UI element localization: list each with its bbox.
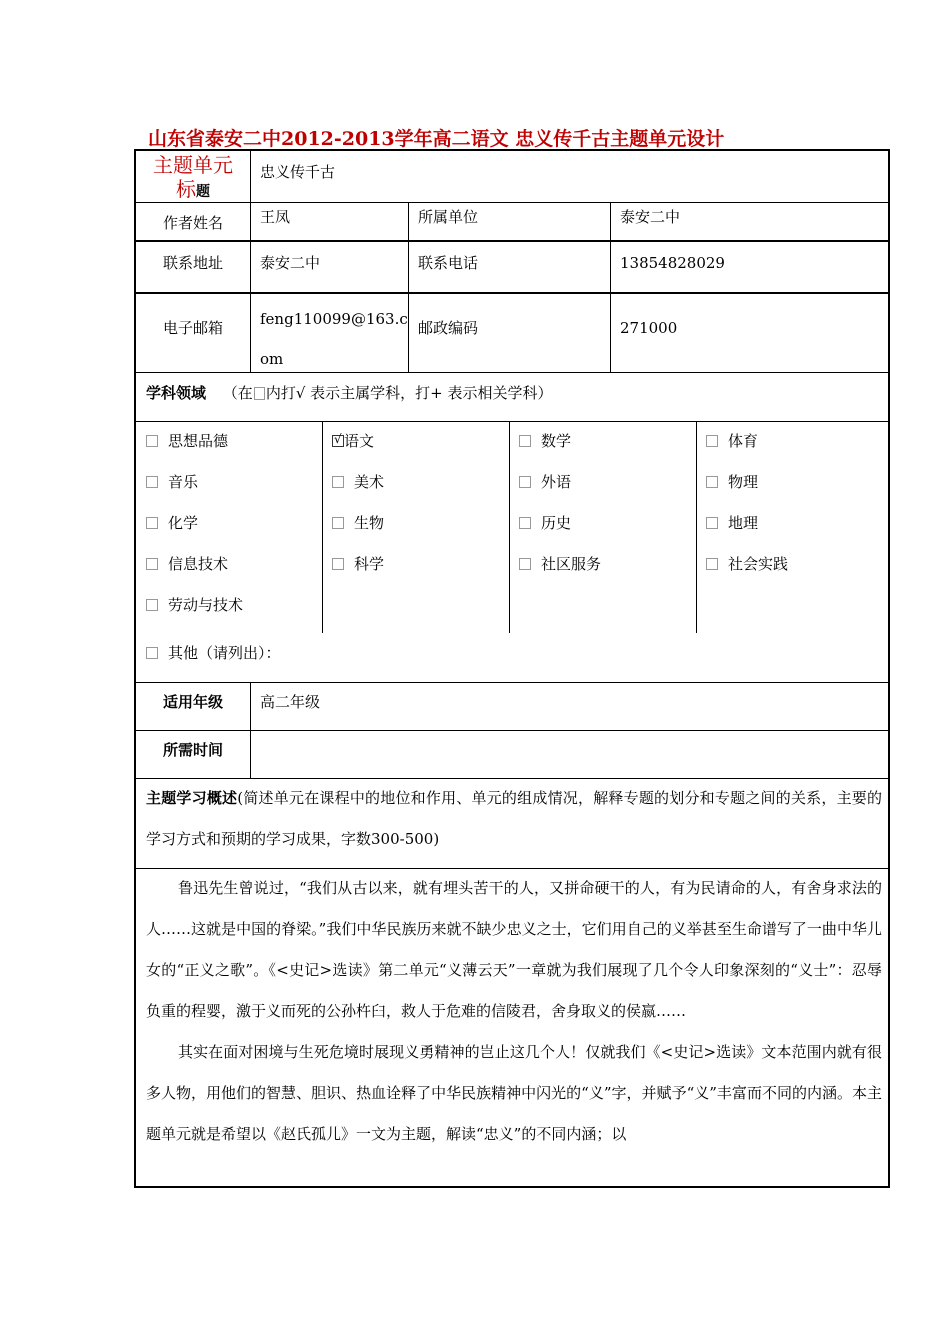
checkbox-icon[interactable] (706, 558, 718, 570)
subject-col-divider (696, 421, 697, 633)
checkbox-icon[interactable] (519, 476, 531, 488)
subject-item[interactable] (519, 512, 571, 533)
subject-label: 信息技术 (168, 555, 229, 573)
subject-label: 音乐 (168, 473, 199, 491)
overview-hint: (简述单元在课程中的地位和作用、单元的组成情况，解释专题的划分和专题之间的关系，主要的学习方式和预期的学习成果，字数300-500) (146, 789, 882, 848)
overview-heading (146, 778, 882, 860)
subject-item[interactable] (706, 471, 758, 492)
subject-item[interactable] (332, 471, 384, 492)
subject-item[interactable] (332, 553, 384, 574)
time-label: 所需时间 (162, 741, 223, 759)
subject-item[interactable] (519, 430, 571, 451)
subject-label: 化学 (168, 514, 199, 532)
unit-design-form (134, 149, 890, 1188)
phone-label: 联系电话 (418, 254, 479, 272)
col-divider (250, 682, 251, 778)
subject-label: 数学 (541, 432, 572, 450)
author-value[interactable]: 王凤 (260, 208, 291, 226)
email-value-line2: om (260, 350, 284, 368)
author-label: 作者姓名 (162, 214, 223, 232)
subject-label: 社会实践 (728, 555, 789, 573)
overview-body[interactable] (146, 868, 882, 1155)
subject-label: 地理 (728, 514, 759, 532)
checkbox-icon[interactable] (706, 476, 718, 488)
row-divider (136, 372, 890, 373)
subject-item[interactable] (519, 553, 601, 574)
unit-title-label-line2: 标 (176, 177, 196, 201)
subject-area-note-post: 内打√ 表示主属学科，打+ 表示相关学科） (265, 384, 553, 402)
subject-item[interactable] (332, 430, 374, 451)
checkbox-icon[interactable] (332, 517, 344, 529)
checkbox-icon[interactable] (706, 435, 718, 447)
other-subject-label: 其他（请列出）： (168, 644, 281, 662)
document-title: 山东省泰安二中2012-2013学年高二语文 忠义传千古主题单元设计 (148, 128, 725, 150)
email-value-line1: feng110099@163.c (260, 310, 408, 328)
subject-label: 美术 (354, 473, 385, 491)
phone-value[interactable]: 13854828029 (620, 254, 725, 272)
grade-label: 适用年级 (162, 693, 223, 711)
checkbox-icon[interactable] (146, 599, 158, 611)
overview-paragraph-2: 其实在面对困境与生死危境时展现义勇精神的岂止这几个人！仅就我们《<史记>选读》文本范围内就有很多人物，用他们的智慧、胆识、热血诠释了中华民族精神中闪光的“义”字，并赋予“义”丰富而不同的内涵。本主题单元就是希望以《赵氏孤儿》一文为主题，解读“忠义”的不同内涵；以 (146, 1043, 882, 1143)
unit-title-label-line1: 主题单元 (153, 153, 233, 177)
email-value[interactable] (260, 298, 408, 380)
email-label: 电子邮箱 (162, 319, 223, 337)
subject-item[interactable] (706, 430, 758, 451)
address-value[interactable]: 泰安二中 (260, 254, 321, 272)
checkbox-icon[interactable] (146, 517, 158, 529)
subject-label: 思想品德 (168, 432, 229, 450)
checked-checkbox-icon[interactable] (332, 435, 344, 447)
checkbox-icon[interactable] (519, 435, 531, 447)
subject-label: 生物 (354, 514, 385, 532)
checkbox-icon[interactable] (332, 476, 344, 488)
org-label: 所属单位 (418, 208, 479, 226)
subject-area-label: 学科领域 (146, 384, 207, 402)
subject-label: 物理 (728, 473, 759, 491)
subject-item[interactable] (332, 512, 384, 533)
subject-label: 科学 (354, 555, 385, 573)
col-divider (610, 202, 611, 372)
subject-item[interactable] (706, 553, 788, 574)
checkbox-icon[interactable] (146, 476, 158, 488)
checkbox-icon[interactable] (332, 558, 344, 570)
checkbox-icon[interactable] (146, 558, 158, 570)
address-label: 联系地址 (162, 254, 223, 272)
unit-title-label (136, 153, 250, 204)
checkbox-icon[interactable] (146, 435, 158, 447)
overview-paragraph-1: 鲁迅先生曾说过，“我们从古以来，就有埋头苦干的人，又拼命硬干的人，有为民请命的人，有舍身求法的人……这就是中国的脊梁。”我们中华民族历来就不缺少忠义之士，它们用自己的义举甚至生命谱写了一曲中华儿女的“正义之歌”。《<史记>选读》第二单元“义薄云天”一章就为我们展现了几个令人印象深刻的“义士”：忍辱负重的程婴，激于义而死的公孙杵臼，救人于危难的信陵君，舍身取义的侯嬴…… (146, 879, 882, 1020)
subject-col-divider (509, 421, 510, 633)
subject-label: 劳动与技术 (168, 596, 244, 614)
row-divider (136, 421, 890, 422)
postcode-label: 邮政编码 (418, 319, 479, 337)
checkbox-icon[interactable] (146, 647, 158, 659)
subject-item[interactable] (146, 471, 198, 492)
subject-label: 外语 (541, 473, 572, 491)
subject-label: 社区服务 (541, 555, 602, 573)
checkbox-icon[interactable] (706, 517, 718, 529)
subject-label: 体育 (728, 432, 759, 450)
subject-label: 语文 (344, 432, 375, 450)
grade-value[interactable]: 高二年级 (260, 693, 321, 711)
subject-item[interactable] (146, 594, 243, 615)
org-value[interactable]: 泰安二中 (620, 208, 681, 226)
checkbox-sample-icon (254, 387, 265, 400)
unit-title-label-suffix: 题 (196, 184, 210, 200)
subject-item[interactable] (146, 553, 228, 574)
postcode-value[interactable]: 271000 (620, 319, 678, 337)
subject-col-divider (322, 421, 323, 633)
subject-area-note-pre: （在 (222, 384, 253, 402)
unit-title-value[interactable]: 忠义传千古 (260, 163, 336, 181)
other-subject-item[interactable] (146, 642, 281, 663)
checkbox-icon[interactable] (519, 558, 531, 570)
subject-label: 历史 (541, 514, 572, 532)
subject-item[interactable] (519, 471, 571, 492)
checkbox-icon[interactable] (519, 517, 531, 529)
subject-area-heading (146, 383, 552, 403)
subject-item[interactable] (706, 512, 758, 533)
col-divider (408, 202, 409, 372)
subject-item[interactable] (146, 430, 228, 451)
subject-item[interactable] (146, 512, 198, 533)
overview-label: 主题学习概述 (146, 789, 238, 807)
col-divider (250, 151, 251, 372)
